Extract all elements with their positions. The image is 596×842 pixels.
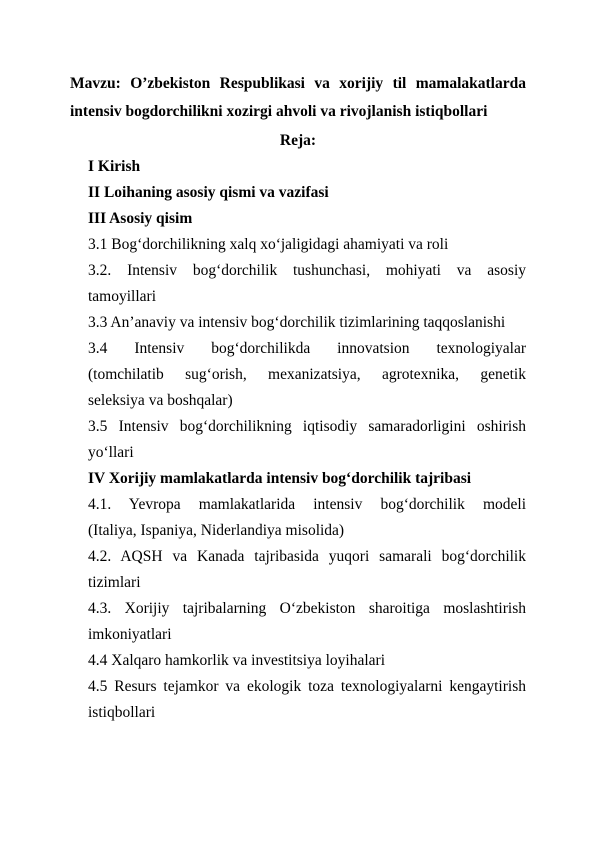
outline-line: yo‘llari xyxy=(88,444,134,461)
outline-item xyxy=(88,414,526,466)
outline-line: tamoyillari xyxy=(88,288,157,305)
outline-item xyxy=(88,492,526,544)
outline-line: (tomchilatib sug‘orish, mexanizatsiya, agrotexnika, genetik xyxy=(88,366,526,383)
outline-line: 4.2. AQSH va Kanada tajribasida yuqori samarali bog‘dorchilik xyxy=(88,548,526,565)
outline-line: 3.3 An’anaviy va intensiv bog‘dorchilik tizimlarining taqqoslanishi xyxy=(88,314,506,331)
document-topic xyxy=(70,70,526,126)
outline-section-heading xyxy=(88,206,526,232)
topic-line-1: Mavzu: O’zbekiston Respublikasi va xorijiy til mamalakatlarda xyxy=(70,75,526,92)
outline-item xyxy=(88,336,526,414)
outline-section-heading xyxy=(88,180,526,206)
outline-line: I Kirish xyxy=(88,158,141,175)
outline-item xyxy=(88,648,526,674)
outline-line: 4.5 Resurs tejamkor va ekologik toza texnologiyalarni kengaytirish xyxy=(88,678,526,695)
outline-line: 4.3. Xorijiy tajribalarning O‘zbekiston sharoitiga moslashtirish xyxy=(88,600,526,617)
plan-title: Reja: xyxy=(279,132,317,149)
outline-section-heading xyxy=(88,154,526,180)
outline-line: istiqbollari xyxy=(88,704,156,721)
outline-line: 3.2. Intensiv bog‘dorchilik tushunchasi, mohiyati va asosiy xyxy=(88,262,526,279)
outline-line: 3.4 Intensiv bog‘dorchilikda innovatsion texnologiyalar xyxy=(88,340,526,357)
outline-item xyxy=(88,310,526,336)
outline-section-heading xyxy=(88,466,526,492)
outline-line: IV Xorijiy mamlakatlarda intensiv bog‘dorchilik tajribasi xyxy=(88,470,472,487)
outline-item xyxy=(88,258,526,310)
outline-line: seleksiya va boshqalar) xyxy=(88,392,233,409)
outline-line: 4.1. Yevropa mamlakatlarida intensiv bog‘dorchilik modeli xyxy=(88,496,526,513)
outline-item xyxy=(88,674,526,726)
outline-line: (Italiya, Ispaniya, Niderlandiya misolida) xyxy=(88,522,345,539)
topic-line-2: intensiv bogdorchilikni xozirgi ahvoli va rivojlanish istiqbollari xyxy=(70,103,488,120)
plan-outline xyxy=(88,154,526,726)
outline-line: III Asosiy qisim xyxy=(88,210,193,227)
outline-item xyxy=(88,232,526,258)
outline-item xyxy=(88,596,526,648)
outline-line: 3.1 Bog‘dorchilikning xalq xo‘jaligidagi ahamiyati va roli xyxy=(88,236,449,253)
outline-line: imkoniyatlari xyxy=(88,626,172,643)
outline-item xyxy=(88,544,526,596)
outline-line: 4.4 Xalqaro hamkorlik va investitsiya loyihalari xyxy=(88,652,386,669)
outline-line: II Loihaning asosiy qismi va vazifasi xyxy=(88,184,329,201)
outline-line: 3.5 Intensiv bog‘dorchilikning iqtisodiy samaradorligini oshirish xyxy=(88,418,526,435)
outline-line: tizimlari xyxy=(88,574,141,591)
